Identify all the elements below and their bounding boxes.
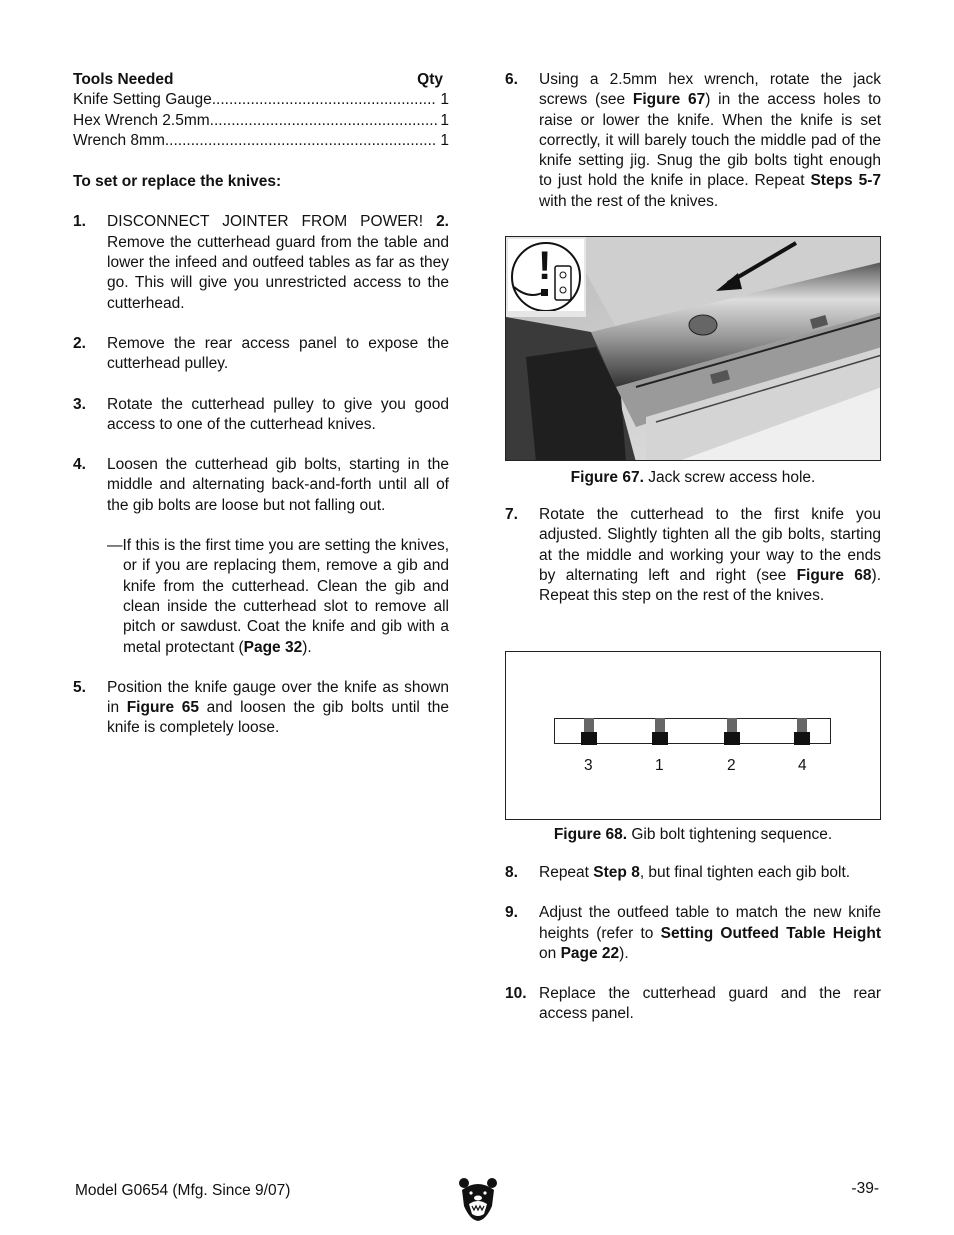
sequence-number: 2 xyxy=(727,757,736,774)
page-number: -39- xyxy=(851,1180,879,1197)
step-5: 5. Position the knife gauge over the knife as shown in Figure 65 and loosen the gib bolts until the knife is completely loose. xyxy=(73,678,450,737)
gib-bolt xyxy=(724,718,740,745)
tools-header xyxy=(73,70,449,90)
sequence-number: 4 xyxy=(798,757,807,774)
tools-needed-label: Tools Needed xyxy=(73,71,174,88)
bear-logo-icon xyxy=(458,1176,498,1222)
right-column-bottom xyxy=(505,843,881,1025)
step-9: 9. Adjust the outfeed table to match the new knife heights (refer to Setting Outfeed Table Height on Page 22). xyxy=(505,904,881,962)
figure-67-photo xyxy=(505,236,881,461)
footer-model: Model G0654 (Mfg. Since 9/07) xyxy=(75,1182,291,1199)
step-8: 8. Repeat Step 8, but final tighten each gib bolt. xyxy=(505,864,851,881)
gib-bolt xyxy=(794,718,810,745)
unplug-warning-icon xyxy=(508,239,584,311)
step-4-note: —If this is the first time you are setting the knives, or if you are replacing them, remove a gib and knife from the cutterhead. Clean the gib and clean inside the cutterhead slot to remove all pitch or sawdust. Coat the knife and gib with a metal protectant (Page 32). xyxy=(107,537,449,656)
tool-row: Wrench 8mm ..... 1 xyxy=(73,131,449,151)
right-column-top xyxy=(505,50,881,212)
tool-row: Hex Wrench 2.5mm ..... 1 xyxy=(73,111,449,131)
step-4: 4. Loosen the cutterhead gib bolts, starting in the middle and alternating back-and-forth until all of the gib bolts are loose but not falling out. xyxy=(73,456,449,514)
section-title: To set or replace the knives: xyxy=(73,173,282,191)
sequence-number: 3 xyxy=(584,757,593,774)
figure-68-caption: Figure 68. Gib bolt tightening sequence. xyxy=(553,826,833,843)
figure-68-diagram xyxy=(505,651,881,820)
right-column-mid xyxy=(505,485,881,606)
step-2: 2. Remove the rear access panel to expose the cutterhead pulley. xyxy=(73,334,449,373)
step-10: 10. Replace the cutterhead guard and the rear access panel. xyxy=(505,985,881,1023)
step-3: 3. Rotate the cutterhead pulley to give you good access to one of the cutterhead knives. xyxy=(73,395,449,433)
step-1: 1. DISCONNECT JOINTER FROM POWER! 2. Remove the cutterhead guard from the table and lower the infeed and outfeed tables as far as they go. This will give you unrestricted access to the cutterhead. xyxy=(73,213,449,312)
qty-label: Qty xyxy=(417,71,443,88)
gib-bolt xyxy=(581,718,597,745)
step-7: 7. Rotate the cutterhead to the first knife you adjusted. Slightly tighten all the gib bolts, starting at the middle and working your way to the ends by alternating left and right (see Figure 68). Repeat this step on the rest of the knives. xyxy=(505,506,881,605)
tool-row: Knife Setting Gauge ..... 1 xyxy=(73,90,449,110)
sequence-number: 1 xyxy=(655,757,664,774)
figure-67-caption: Figure 67. Jack screw access hole. xyxy=(570,469,816,486)
gib-bolt xyxy=(652,718,668,745)
svg-text:!: ! xyxy=(538,244,552,288)
step-6: 6. Using a 2.5mm hex wrench, rotate the jack screws (see Figure 67) in the access holes to raise or lower the knife. When the knife is set correctly, it will barely touch the middle pad of the knife setting jig. Snug the gib bolts tight enough to just hold the knife in place. Repeat Steps 5-7 with the rest of the knives. xyxy=(505,71,882,210)
access-hole xyxy=(689,315,717,335)
left-column xyxy=(73,70,449,739)
